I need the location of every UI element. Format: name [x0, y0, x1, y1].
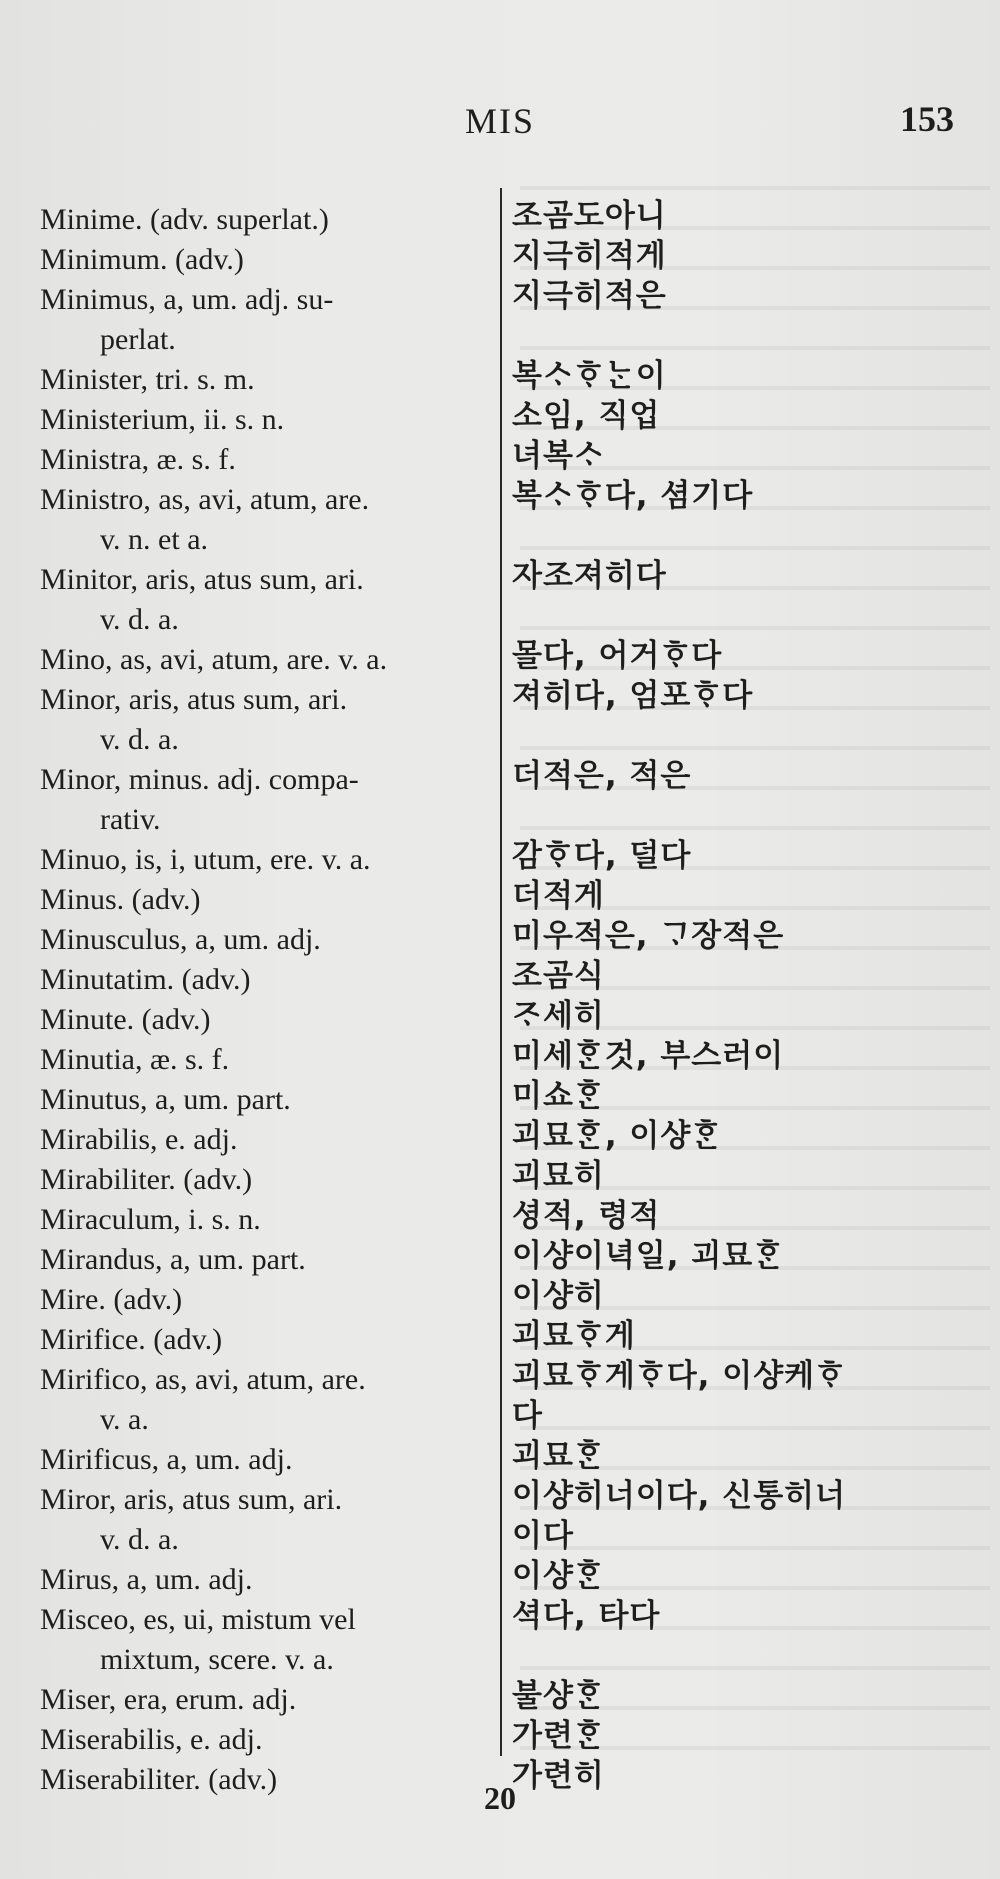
- entry-korean: [512, 756, 982, 836]
- korean-gloss: 미우적은, ᄀᆞ장적은: [512, 918, 785, 954]
- entry-latin: [40, 680, 498, 760]
- entry-latin: [40, 840, 498, 880]
- entry-latin: [40, 280, 498, 360]
- entry-korean: [512, 1596, 982, 1676]
- korean-gloss: 가련ᄒᆞᆫ: [512, 1718, 605, 1754]
- korean-gloss: 가련히: [512, 1758, 605, 1794]
- entry-latin: [40, 1240, 498, 1280]
- entry-latin: [40, 480, 498, 560]
- entry-latin: [40, 1480, 498, 1560]
- korean-gloss: 이샹ᄒᆞᆫ: [512, 1558, 605, 1594]
- entry-korean: [512, 1556, 982, 1596]
- latin-headword: Minor, minus. adj. compa-: [40, 763, 359, 796]
- entry-latin: [40, 920, 498, 960]
- korean-gloss: 감ᄒᆞ다, 덜다: [512, 838, 692, 874]
- latin-headword: Ministro, as, avi, atum, are.: [40, 483, 370, 516]
- entry-korean: [512, 1716, 982, 1756]
- entry-latin: [40, 1160, 498, 1200]
- korean-gloss: 조곰식: [512, 958, 605, 994]
- latin-continuation: rativ.: [100, 803, 161, 836]
- entry-korean: [512, 1356, 982, 1436]
- entry-latin: [40, 1680, 498, 1720]
- entry-latin: [40, 1200, 498, 1240]
- entry-korean: [512, 356, 982, 396]
- latin-headword: Minuo, is, i, utum, ere. v. a.: [40, 843, 371, 876]
- korean-gloss: 셕다, 타다: [512, 1598, 661, 1634]
- latin-headword: Misceo, es, ui, mistum vel: [40, 1603, 356, 1636]
- entry-latin: [40, 440, 498, 480]
- latin-headword: Mirabilis, e. adj.: [40, 1123, 238, 1156]
- korean-gloss: 괴묘ᄒᆞ게: [512, 1318, 636, 1354]
- korean-continuation: 이다: [512, 1518, 574, 1554]
- korean-gloss: 지극히적게: [512, 238, 667, 274]
- korean-gloss: 몰다, 어거ᄒᆞ다: [512, 638, 723, 674]
- korean-gloss: 져히다, 엄포ᄒᆞ다: [512, 678, 754, 714]
- entry-latin: [40, 1040, 498, 1080]
- latin-headword: Miraculum, i. s. n.: [40, 1203, 261, 1236]
- entry-korean: [512, 1476, 982, 1556]
- latin-continuation: perlat.: [100, 323, 176, 356]
- korean-gloss: 복ᄉᆞᄒᆞ다, 셤기다: [512, 478, 754, 514]
- entry-korean: [512, 436, 982, 476]
- latin-headword: Minusculus, a, um. adj.: [40, 923, 321, 956]
- korean-gloss: 더적게: [512, 878, 605, 914]
- korean-continuation: 다: [512, 1398, 543, 1434]
- latin-continuation: mixtum, scere. v. a.: [100, 1643, 334, 1676]
- latin-headword: Mirifice. (adv.): [40, 1323, 223, 1356]
- entry-korean: [512, 1036, 982, 1076]
- latin-headword: Minimus, a, um. adj. su-: [40, 283, 334, 316]
- entry-latin: [40, 1560, 498, 1600]
- column-divider: [500, 188, 502, 1756]
- latin-headword: Mirificus, a, um. adj.: [40, 1443, 293, 1476]
- korean-gloss: 괴묘ᄒᆞᆫ, 이샹ᄒᆞᆫ: [512, 1118, 723, 1154]
- entry-latin: [40, 560, 498, 640]
- entry-latin: [40, 240, 498, 280]
- entry-korean: [512, 236, 982, 276]
- korean-gloss: 이샹이녁일, 괴묘ᄒᆞᆫ: [512, 1238, 785, 1274]
- entry-latin: [40, 1120, 498, 1160]
- entry-korean: [512, 876, 982, 916]
- korean-gloss: 셩적, 령적: [512, 1198, 661, 1234]
- entry-korean: [512, 1276, 982, 1316]
- latin-headword: Minime. (adv. superlat.): [40, 203, 329, 236]
- korean-gloss: 미세ᄒᆞᆫ것, 부스러이: [512, 1038, 785, 1074]
- entry-korean: [512, 836, 982, 876]
- entry-korean: [512, 676, 982, 756]
- latin-continuation: v. d. a.: [100, 1523, 179, 1556]
- latin-continuation: v. n. et a.: [100, 523, 209, 556]
- entry-korean: [512, 956, 982, 996]
- latin-headword: Miserabiliter. (adv.): [40, 1763, 278, 1796]
- entry-korean: [512, 1156, 982, 1196]
- korean-gloss: 복ᄉᆞᄒᆞᄂᆞᆫ이: [512, 358, 667, 394]
- korean-column: [512, 196, 982, 1796]
- korean-gloss: 더적은, 적은: [512, 758, 692, 794]
- entry-korean: [512, 1436, 982, 1476]
- latin-continuation: v. d. a.: [100, 723, 179, 756]
- entry-korean: [512, 1196, 982, 1236]
- korean-gloss: 지극히적은: [512, 278, 667, 314]
- latin-headword: Ministra, æ. s. f.: [40, 443, 236, 476]
- entry-latin: [40, 1720, 498, 1760]
- latin-headword: Minutatim. (adv.): [40, 963, 251, 996]
- korean-gloss: 괴묘ᄒᆞ게ᄒᆞ다, 이샹케ᄒᆞ: [512, 1358, 847, 1394]
- entry-korean: [512, 1676, 982, 1716]
- korean-gloss: 자조져히다: [512, 558, 667, 594]
- entry-latin: [40, 960, 498, 1000]
- entry-korean: [512, 396, 982, 436]
- entry-latin: [40, 200, 498, 240]
- entry-latin: [40, 360, 498, 400]
- latin-headword: Minute. (adv.): [40, 1003, 211, 1036]
- latin-headword: Mirandus, a, um. part.: [40, 1243, 306, 1276]
- latin-headword: Minutus, a, um. part.: [40, 1083, 291, 1116]
- korean-gloss: 녀복ᄉᆞ: [512, 438, 605, 474]
- entry-korean: [512, 476, 982, 556]
- korean-gloss: 이샹히너이다, 신통히너: [512, 1478, 847, 1514]
- entry-latin: [40, 880, 498, 920]
- latin-headword: Minimum. (adv.): [40, 243, 244, 276]
- latin-headword: Minor, aris, atus sum, ari.: [40, 683, 348, 716]
- entry-korean: [512, 636, 982, 676]
- signature-mark: 20: [484, 1780, 516, 1816]
- entry-korean: [512, 276, 982, 356]
- entry-latin: [40, 400, 498, 440]
- korean-gloss: ᄌᆞ세히: [512, 998, 605, 1034]
- entry-latin: [40, 1440, 498, 1480]
- latin-headword: Mirus, a, um. adj.: [40, 1563, 253, 1596]
- latin-headword: Minus. (adv.): [40, 883, 201, 916]
- korean-gloss: 괴묘ᄒᆞᆫ: [512, 1438, 605, 1474]
- latin-headword: Ministerium, ii. s. n.: [40, 403, 285, 436]
- latin-headword: Miror, aris, atus sum, ari.: [40, 1483, 343, 1516]
- korean-gloss: 미쇼ᄒᆞᆫ: [512, 1078, 605, 1114]
- latin-headword: Mirabiliter. (adv.): [40, 1163, 253, 1196]
- latin-headword: Minitor, aris, atus sum, ari.: [40, 563, 364, 596]
- entry-latin: [40, 1000, 498, 1040]
- entry-latin: [40, 1320, 498, 1360]
- entry-korean: [512, 1316, 982, 1356]
- latin-headword: Minister, tri. s. m.: [40, 363, 255, 396]
- entry-latin: [40, 1080, 498, 1120]
- korean-gloss: 이샹히: [512, 1278, 605, 1314]
- entry-korean: [512, 196, 982, 236]
- korean-gloss: 괴묘히: [512, 1158, 605, 1194]
- entry-korean: [512, 996, 982, 1036]
- entry-latin: [40, 1280, 498, 1320]
- latin-headword: Miser, era, erum. adj.: [40, 1683, 297, 1716]
- entry-latin: [40, 760, 498, 840]
- page-number: 153: [900, 99, 954, 139]
- running-head: MIS: [464, 101, 536, 141]
- entry-korean: [512, 1116, 982, 1156]
- latin-headword: Miserabilis, e. adj.: [40, 1723, 263, 1756]
- latin-headword: Mino, as, avi, atum, are. v. a.: [40, 643, 388, 676]
- latin-headword: Mire. (adv.): [40, 1283, 183, 1316]
- entry-korean: [512, 916, 982, 956]
- latin-continuation: v. d. a.: [100, 603, 179, 636]
- latin-column: [40, 200, 498, 1800]
- entry-latin: [40, 1600, 498, 1680]
- latin-continuation: v. a.: [100, 1403, 149, 1436]
- entry-korean: [512, 1076, 982, 1116]
- latin-headword: Mirifico, as, avi, atum, are.: [40, 1363, 366, 1396]
- entry-korean: [512, 556, 982, 636]
- korean-gloss: 소임, 직업: [512, 398, 661, 434]
- korean-gloss: 조곰도아니: [512, 198, 667, 234]
- korean-gloss: 불샹ᄒᆞᆫ: [512, 1678, 605, 1714]
- entry-latin: [40, 1360, 498, 1440]
- entry-latin: [40, 640, 498, 680]
- entry-korean: [512, 1236, 982, 1276]
- latin-headword: Minutia, æ. s. f.: [40, 1043, 230, 1076]
